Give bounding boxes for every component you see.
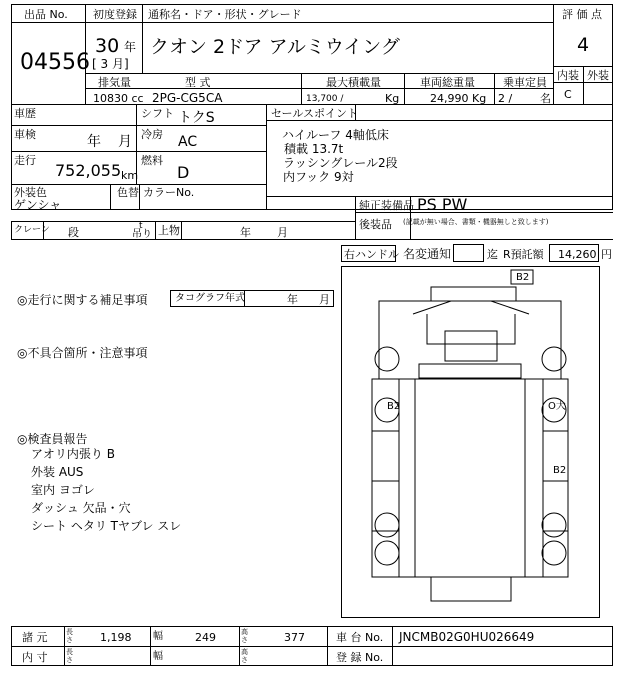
score-value: 4: [577, 34, 590, 56]
divider: [85, 22, 553, 23]
chassis-number: JNCMB02G0HU026649: [399, 630, 535, 644]
divider: [494, 73, 495, 104]
divider: [11, 22, 85, 23]
crane-lift: 吊り: [132, 229, 152, 240]
model-value: 2PG-CG5CA: [152, 91, 223, 105]
capacity-label: 乗車定員: [503, 76, 547, 89]
damage-mark-top: B2: [516, 272, 530, 283]
inspector-item-4: ダッシュ 欠品・穴: [31, 501, 131, 515]
name-change-box: [453, 244, 484, 262]
registration-label: 登 録 No.: [336, 651, 384, 664]
gross-weight-value: 24,990 Kg: [430, 92, 487, 105]
ac-label: 冷房: [141, 128, 163, 141]
mileage-unit: km: [121, 169, 139, 182]
ac-value: AC: [178, 134, 198, 150]
name-label: 通称名・ドア・形状・グレード: [148, 8, 302, 21]
mileage-value: 752,055: [55, 161, 122, 180]
divider: [553, 4, 554, 104]
sales-point-3: ラッシングレール2段: [283, 156, 398, 170]
divider: [64, 626, 65, 666]
tachograph-month: 月: [319, 293, 330, 306]
factory-equipment-value: PS PW: [417, 195, 468, 214]
exterior-label: 外装: [587, 69, 609, 82]
shift-label: シフト: [141, 107, 174, 120]
aftermarket-note: (記載が無い場合、書類・機器無しと致します): [403, 218, 549, 226]
divider: [139, 184, 140, 210]
lot-label: 出品 No.: [24, 8, 68, 21]
divider: [11, 151, 266, 152]
inspector-item-2: 外装 AUS: [31, 465, 84, 479]
max-load-label: 最大積載量: [326, 76, 381, 89]
inspector-item-3: 室内 ヨゴレ: [31, 483, 95, 497]
divider: [85, 73, 553, 74]
divider: [404, 73, 405, 104]
recycle-until: 迄: [487, 248, 498, 261]
color-change-label: 色替: [117, 186, 139, 199]
divider: [11, 646, 613, 647]
recycle-fee-unit: 円: [601, 248, 612, 261]
inspector-report-label: ◎検査員報告: [17, 432, 88, 446]
damage-mark-right-top: O大: [548, 401, 566, 412]
car-name: クオン 2ドア アルミウイング: [150, 36, 400, 58]
divider: [392, 626, 393, 666]
fuel-value: D: [177, 163, 190, 182]
crane-row: [11, 221, 356, 240]
aftermarket-label: 後装品: [359, 218, 392, 231]
divider: [239, 626, 240, 666]
interior-grade: C: [564, 88, 572, 101]
exterior-color-label: 外装色: [14, 186, 47, 199]
fuel-label: 燃料: [141, 154, 163, 167]
height-value: 377: [284, 631, 305, 644]
divider: [85, 88, 553, 89]
driving-notes-label: ◎走行に関する補足事項: [17, 293, 148, 307]
upper-body-label: 上物: [158, 224, 180, 237]
divider: [11, 104, 613, 105]
mileage-label: 走行: [14, 154, 36, 167]
length-value: 1,198: [100, 631, 132, 644]
divider: [110, 184, 111, 210]
displacement-value: 10830 cc: [93, 92, 144, 105]
interior-label: 内装: [557, 69, 579, 82]
divider: [150, 626, 151, 666]
reg-year: 30: [95, 35, 120, 57]
divider: [142, 4, 143, 73]
max-load-unit: Kg: [385, 92, 400, 105]
inspection-label: 車検: [14, 128, 36, 141]
score-label: 評 価 点: [562, 8, 602, 21]
inner-length-label: 長さ: [66, 648, 73, 664]
inner-dimensions-label: 内 寸: [22, 651, 48, 664]
displacement-label: 排気量: [98, 76, 131, 89]
inspector-item-1: アオリ内張り B: [31, 447, 115, 461]
first-reg-label: 初度登録: [93, 8, 137, 21]
capacity-unit: 名: [540, 92, 551, 105]
name-change-label: 名変通知: [403, 247, 452, 261]
divider: [301, 73, 302, 104]
inspection-month: 月: [118, 134, 132, 150]
inspector-item-5: シート ヘタリ Tヤブレ スレ: [31, 519, 182, 533]
reg-year-unit: 年: [124, 40, 137, 54]
height-label: 高さ: [241, 628, 248, 644]
crane-label: クレーン: [14, 225, 50, 235]
length-label: 長さ: [66, 628, 73, 644]
factory-equipment-label: 純正装備品: [359, 199, 414, 212]
upper-month: 月: [277, 226, 288, 239]
width-label: 幅: [153, 631, 163, 642]
inspection-year: 年: [87, 134, 101, 150]
damage-mark-right-bottom: B2: [553, 465, 567, 476]
crane-stage: 段: [68, 226, 79, 239]
model-label: 型 式: [185, 76, 211, 89]
truck-diagram: [341, 266, 600, 618]
divider: [181, 221, 182, 240]
gross-weight-label: 車両総重量: [420, 76, 475, 89]
tachograph-label: タコグラフ年式: [175, 293, 245, 304]
exterior-color-value: ゲンシャ: [14, 198, 62, 212]
upper-year: 年: [240, 226, 251, 239]
divider: [11, 125, 266, 126]
recycle-fee-label: R預託額: [503, 248, 544, 261]
inner-width-label: 幅: [153, 651, 163, 662]
sales-point-2: 積載 13.7t: [284, 142, 344, 156]
defects-label: ◎不具合箇所・注意事項: [17, 346, 148, 360]
sales-point-1: ハイルーフ 4軸低床: [282, 128, 389, 142]
crane-ton: t: [139, 221, 143, 231]
reg-month: [ 3 月]: [92, 57, 129, 71]
recycle-fee-value: 14,260: [558, 248, 597, 261]
lot-number: 04556: [20, 50, 90, 75]
divider: [583, 66, 584, 104]
max-load-value: 13,700 /: [306, 94, 344, 104]
width-value: 249: [195, 631, 216, 644]
sales-point-4: 内フック 9対: [283, 170, 354, 184]
rhd-label: 右ハンドル: [344, 248, 399, 261]
divider: [327, 626, 328, 666]
tachograph-year: 年: [287, 293, 298, 306]
capacity-value: 2 /: [498, 92, 513, 105]
divider: [266, 120, 613, 121]
chassis-label: 車 台 No.: [336, 631, 384, 644]
history-label: 車歴: [14, 107, 36, 120]
inner-height-label: 高さ: [241, 648, 248, 664]
shift-value: トクS: [178, 110, 215, 126]
divider: [155, 221, 156, 240]
dimensions-label: 諸 元: [22, 631, 48, 644]
damage-mark-left: B2: [387, 401, 401, 412]
sales-points-label: セールスポイント: [271, 107, 359, 120]
color-code-label: カラーNo.: [143, 186, 195, 199]
